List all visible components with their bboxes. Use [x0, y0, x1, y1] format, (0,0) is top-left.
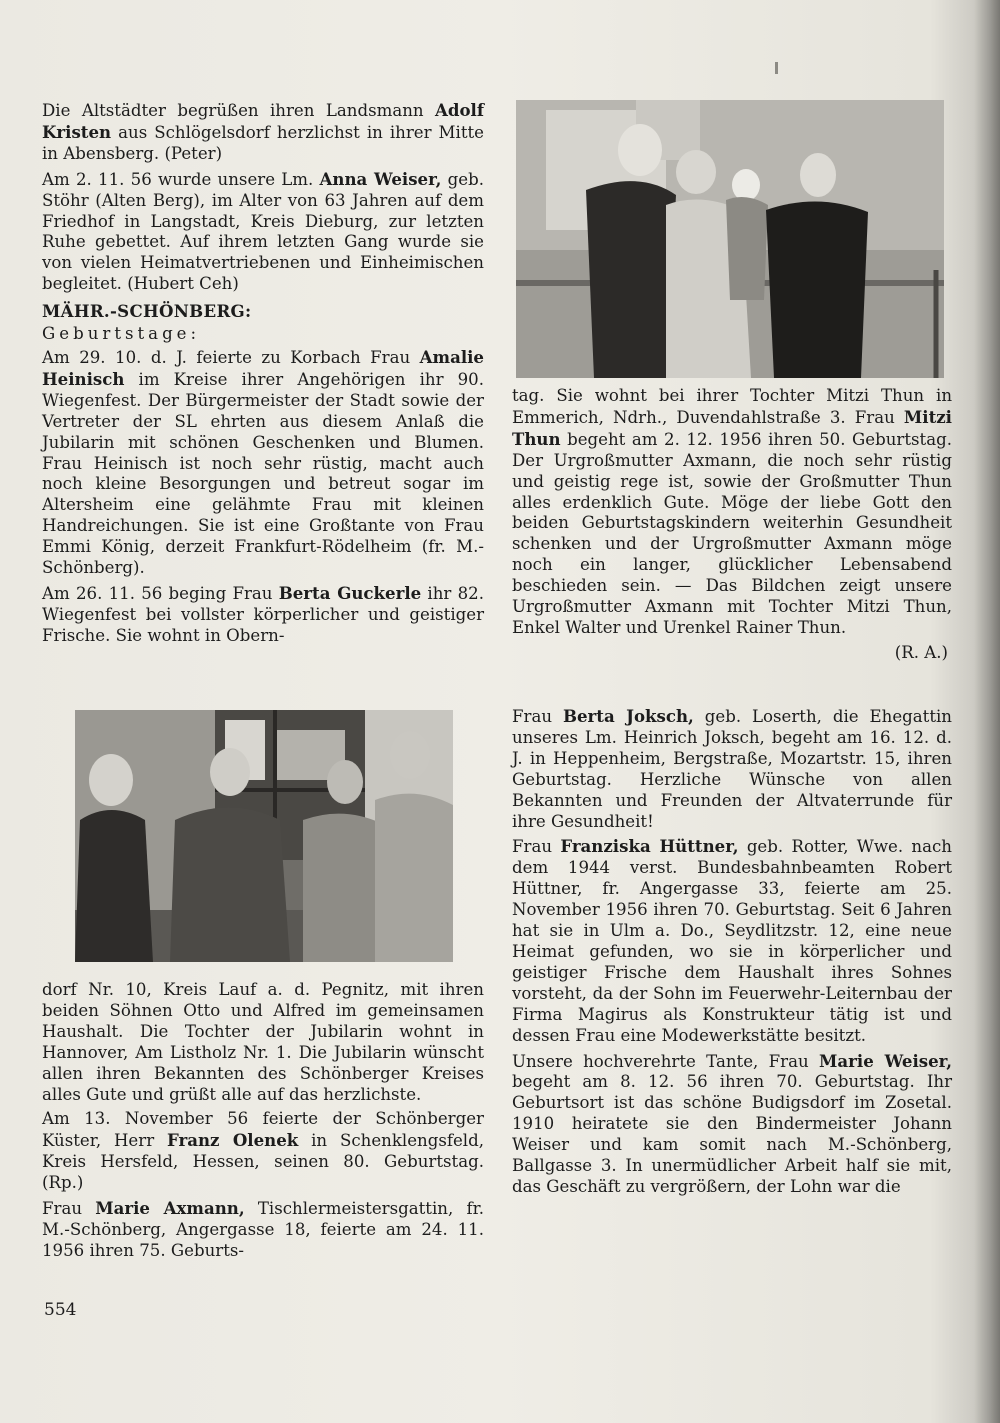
photo-image	[516, 100, 944, 378]
signature-ra: (R. A.)	[894, 642, 948, 662]
photo-group-four-people	[75, 710, 453, 962]
name-berta-guckerle: Berta Guckerle	[278, 582, 422, 603]
page-mark	[775, 62, 778, 74]
name-marie-axmann: Marie Axmann,	[95, 1198, 245, 1219]
name-amalie-heinisch: Amalie Heinisch	[42, 346, 484, 389]
left-column-bottom	[42, 980, 484, 1266]
photo-image	[75, 710, 453, 962]
name-franziska-huettner: Franziska Hüttner,	[560, 836, 739, 857]
name-franz-olenek: Franz Olenek	[166, 1130, 299, 1151]
paragraph-joksch: Frau Berta Joksch, geb. Loserth, die Ehegattin unseres Lm. Heinrich Joksch, begeht am 16. 12. d. J. in Heppenheim, Bergstraße, Mozartstr. 15, ihren Geburtstag. Herzliche Wünsche von allen Bekannten und Freunden der Altvaterrunde für ihre Gesundheit!	[512, 706, 952, 831]
photo-family-axmann-thun	[516, 100, 944, 378]
paragraph-obern-dorf: dorf Nr. 10, Kreis Lauf a. d. Pegnitz, mit ihren beiden Söhnen Otto und Alfred im gemeinsamen Haushalt. Die Tochter der Jubilarin wohnt in Hannover, Am Listholz Nr. 1. Die Jubilarin wünscht allen ihren Bekannten des Schönberger Kreises alles Gute und grüßt alle auf das herzlichste.	[42, 980, 484, 1104]
left-column-top	[42, 100, 484, 651]
right-column-bottom	[512, 706, 952, 1202]
paragraph-anna-weiser: Am 2. 11. 56 wurde unsere Lm. Anna Weiser, geb. Stöhr (Alten Berg), im Alter von 63 Jahren auf dem Friedhof in Langstadt, Kreis Dieburg, zur letzten Ruhe gebettet. Auf ihrem letzten Gang wurde sie von vielen Heimatvertriebenen und Einheimischen begleitet. (Hubert Ceh)	[42, 168, 484, 294]
name-adolf-kristen: Adolf Kristen	[42, 100, 484, 142]
paragraph-axmann: Frau Marie Axmann, Tischlermeistersgattin, fr. M.-Schönberg, Angergasse 18, feierte am 24. 11. 1956 ihren 75. Geburts-	[42, 1198, 484, 1260]
name-berta-joksch: Berta Joksch,	[562, 706, 694, 726]
name-marie-weiser: Marie Weiser,	[819, 1050, 952, 1071]
paragraph-guckerle: Am 26. 11. 56 beging Frau Berta Guckerle ihr 82. Wiegenfest bei vollster körperlicher und geistiger Frische. Sie wohnt in Obern-	[42, 582, 484, 645]
right-column-top	[512, 386, 952, 668]
paragraph-olenek: Am 13. November 56 feierte der Schönberger Küster, Herr Franz Olenek in Schenklengsfeld, Kreis Hersfeld, Hessen, seinen 80. Geburtstag. (Rp.)	[42, 1109, 485, 1193]
paragraph-huettner: Frau Franziska Hüttner, geb. Rotter, Wwe. nach dem 1944 verst. Bundesbahnbeamten Robert Hüttner, fr. Angergasse 33, feierte am 25. November 1956 ihren 70. Geburtstag. Seit 6 Jahren hat sie in Ulm a. Do., Seydlitzstr. 12, eine neue Heimat gefunden, wo sie in körperlicher und geistiger Frische dem Haushalt ihres Sohnes vorsteht, da der Sohn im Feuerwehr-Leiternbau der Firma Magirus als Konstrukteur tätig ist und dessen Frau eine Modewerkstätte besitzt.	[512, 836, 952, 1045]
paragraph-marie-weiser: Unsere hochverehrte Tante, Frau Marie Weiser, begeht am 8. 12. 56 ihren 70. Geburtstag. Ihr Geburtsort ist das schöne Budigsdorf im Zosetal. 1910 heiratete sie den Bindermeister Johann Weiser und kam somit nach M.-Schönberg, Ballgasse 3. In unermüdlicher Arbeit half sie mit, das Geschäft zu vergrößern, der Lohn war die	[512, 1050, 952, 1196]
section-heading: MÄHR.-SCHÖNBERG:	[42, 301, 252, 322]
paragraph-kristen: Die Altstädter begrüßen ihren Landsmann Adolf Kristen aus Schlögelsdorf herzlichst in ihrer Mitte in Abensberg. (Peter)	[42, 100, 484, 163]
page-number: 554	[44, 1300, 77, 1320]
binding-shadow	[974, 0, 1000, 1423]
name-mitzi-thun: Mitzi Thun	[512, 406, 952, 449]
paragraph-mitzi-thun: tag. Sie wohnt bei ihrer Tochter Mitzi Thun in Emmerich, Ndrh., Duvendahlstraße 3. Frau Mitzi Thun begeht am 2. 12. 1956 ihren 50. Geburtstag. Der Urgroßmutter Axmann, die noch sehr rüstig und geistig rege ist, sowie der Großmutter Thun alles erdenklich Gute. Möge der liebe Gott den beiden Geburtstagskindern weiterhin Gesundheit schenken und der Urgroßmutter Axmann möge noch ein langer, glücklicher Lebensabend beschieden sein. — Das Bildchen zeigt unsere Urgroßmutter Axmann mit Tochter Mitzi Thun, Enkel Walter und Urenkel Rainer Thun.	[512, 386, 952, 637]
paragraph-heinisch: Am 29. 10. d. J. feierte zu Korbach Frau Amalie Heinisch im Kreise ihrer Angehörigen ihr 90. Wiegenfest. Der Bürgermeister der Stadt sowie der Vertreter der SL ehrten aus diesem Anlaß die Jubilarin mit schönen Geschenken und Blumen. Frau Heinisch ist noch sehr rüstig, macht auch noch kleine Besorgungen und betreut sogar im Altersheim eine gelähmte Frau mit kleinen Handreichungen. Sie ist eine Großtante von Frau Emmi König, derzeit Frankfurt-Rödelheim (fr. M.-Schönberg).	[42, 346, 484, 578]
name-anna-weiser: Anna Weiser,	[319, 168, 442, 189]
section-subheading: Geburtstage:	[42, 324, 201, 344]
